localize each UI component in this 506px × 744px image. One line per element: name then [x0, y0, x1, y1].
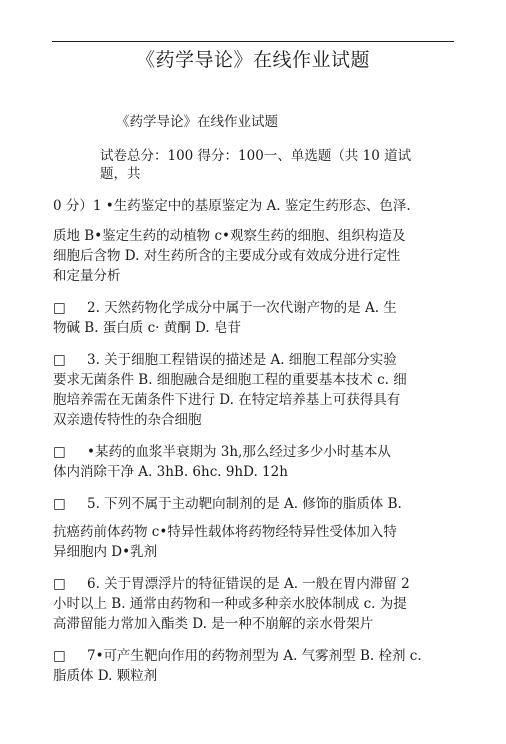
- q1-line: 和定量分析: [53, 268, 121, 284]
- q1-line: 0 分）1 •生药鉴定中的基原鉴定为 A. 鉴定生药形态、色泽.: [53, 198, 411, 214]
- q3-line: 要求无菌条件 B. 细胞融合是细胞工程的重要基本技术 c. 细: [53, 372, 407, 388]
- top-rule: [52, 41, 454, 42]
- q4-line: 体内消除干净 A. 3hB. 6hc. 9hD. 12h: [53, 464, 288, 480]
- checkbox-icon[interactable]: □: [53, 444, 66, 460]
- q6-line: 高滞留能力常加入酯类 D. 是一种不崩解的亲水骨架片: [53, 616, 374, 632]
- meta-line-1: 试卷总分：100 得分：100一、单选题（共 10 道试: [100, 148, 412, 164]
- checkbox-icon[interactable]: □: [53, 576, 66, 592]
- q3-line: 双亲遗传特性的杂合细胞: [53, 412, 202, 428]
- q1-line: 细胞后含物 D. 对生药所含的主要成分或有效成分进行定性: [53, 248, 401, 264]
- q2-line: 物碱 B. 蛋白质 c· 黄酮 D. 皂苷: [53, 320, 241, 336]
- q7-line: □ 7•可产生靶向作用的药物剂型为 A. 气雾剂型 B. 栓剂 c.: [53, 645, 422, 667]
- q6-line: □ 6. 关于胃漂浮片的特征错误的是 A. 一般在胃内滞留 2: [53, 573, 410, 595]
- page-title: 《药学导论》在线作业试题: [135, 49, 370, 71]
- q5-line: 异细胞内 D•乳剂: [53, 544, 158, 560]
- q7-line: 脂质体 D. 颗粒剂: [53, 668, 158, 684]
- q3-line: 胞培养需在无菌条件下进行 D. 在特定培养基上可获得具有: [53, 392, 401, 408]
- q2-line: □ 2. 天然药物化学成分中属于一次代谢产物的是 A. 生: [53, 297, 397, 319]
- q5-line: □ 5. 下列不属于主动靶向制剂的是 A. 修饰的脂质体 B.: [53, 493, 402, 515]
- q1-line: 质地 B•鉴定生药的动植物 c•观察生药的细胞、组织构造及: [53, 228, 406, 244]
- checkbox-icon[interactable]: □: [53, 496, 66, 512]
- q6-line: 小时以上 B. 通常由药物和一种或多种亲水胶体制成 c. 为提: [53, 596, 407, 612]
- checkbox-icon[interactable]: □: [53, 352, 66, 368]
- subtitle: 《药学导论》在线作业试题: [116, 114, 278, 130]
- q5-line: 抗癌药前体药物 c•特异性载体将药物经特异性受体加入特: [53, 524, 397, 540]
- q3-line: □ 3. 关于细胞工程错误的描述是 A. 细胞工程部分实验: [53, 349, 397, 371]
- checkbox-icon[interactable]: □: [53, 648, 66, 664]
- meta-line-2: 题，共: [100, 166, 141, 182]
- q4-line: □ •某药的血浆半衰期为 3h,那么经过多少小时基本从: [53, 441, 391, 463]
- checkbox-icon[interactable]: □: [53, 300, 66, 316]
